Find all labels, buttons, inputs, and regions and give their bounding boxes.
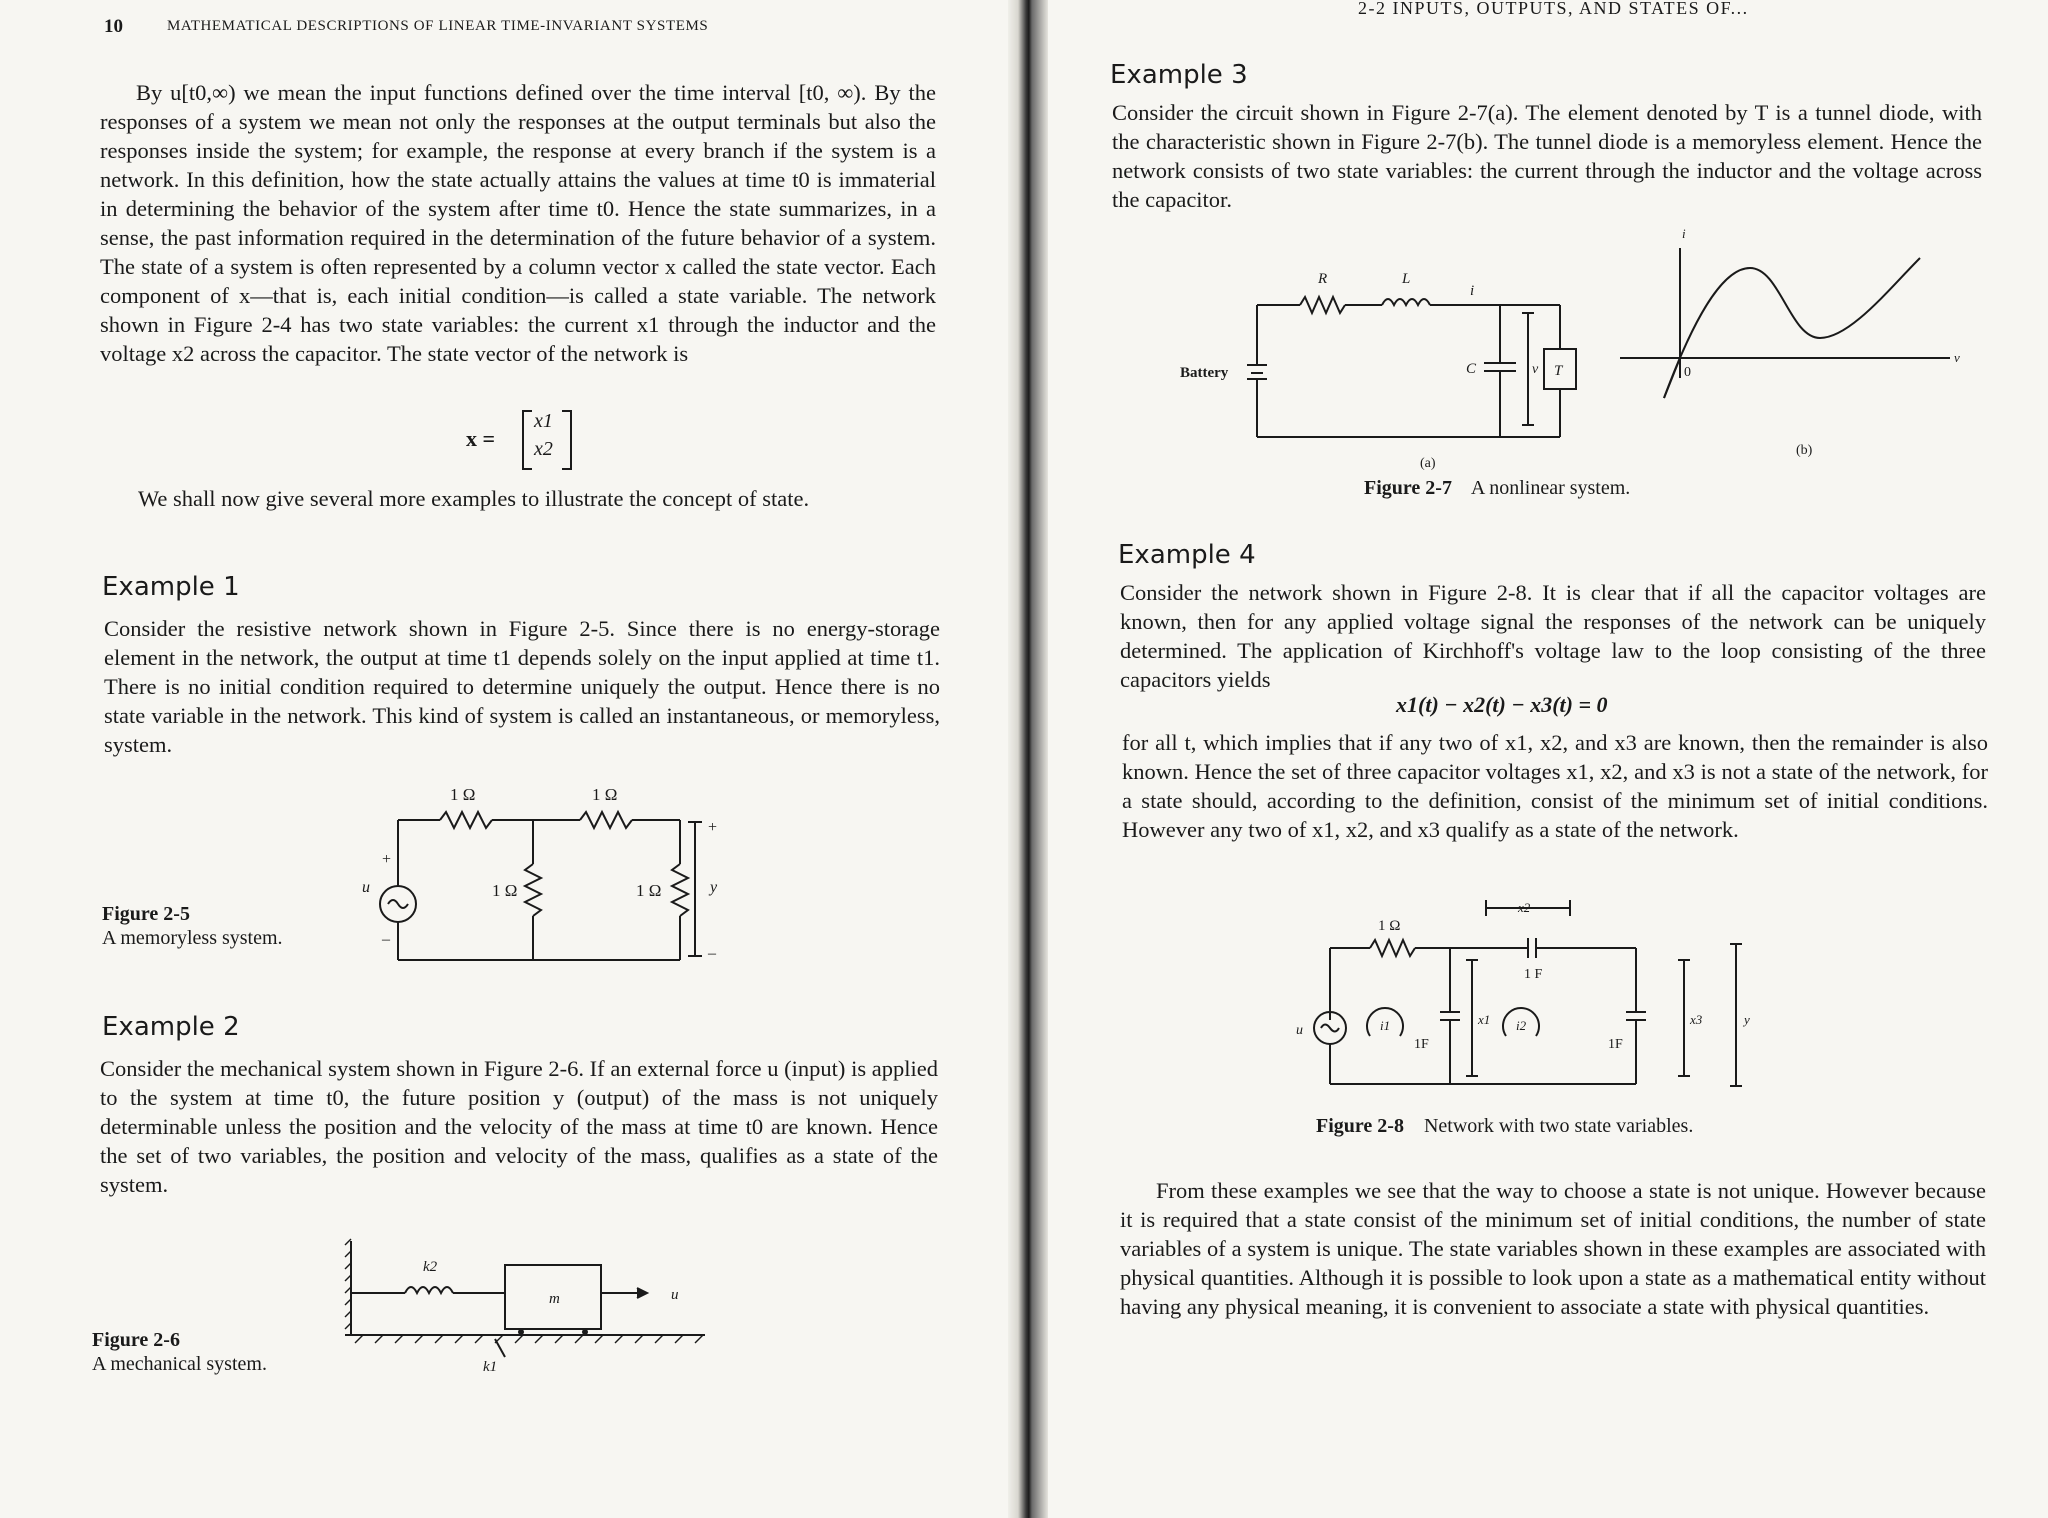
example3-title: Example 3 <box>1110 60 1248 90</box>
fig28-x1-label: x1 <box>1478 1012 1491 1027</box>
examples-intro: We shall now give several more examples to illustrate the concept of state. <box>138 486 810 511</box>
fig28-c1-label: 1F <box>1414 1037 1429 1052</box>
right-page <box>1040 0 2048 1518</box>
running-head-left: MATHEMATICAL DESCRIPTIONS OF LINEAR TIME-INVARIANT SYSTEMS <box>167 18 709 34</box>
fig28-i1-label: i1 <box>1380 1018 1391 1033</box>
fig28-x3-label: x3 <box>1690 1012 1703 1027</box>
figure-2-8-network <box>1280 890 1800 1110</box>
state-vector-row2: x2 <box>534 438 553 460</box>
fig25-output-label: y <box>710 879 718 896</box>
figure-2-5-label: Figure 2-5 <box>102 903 190 925</box>
figure-2-8-caption <box>1316 1114 1693 1138</box>
fig28-c2-label: 1 F <box>1524 967 1543 982</box>
example4-text2: for all t, which implies that if any two of x1, x2, and x3 are known, then the remainder is also known. Hence the set of three capacitor voltages x1, x2, and x3 is not a state of the network, for a state should, according to the definition, consist of the minimum set of initial conditions. However any two of x1, x2, and x3 qualify as a state of the network. <box>1122 730 1988 842</box>
fig25-r4-label: 1 Ω <box>636 881 662 900</box>
figure-2-8-label: Figure 2-8 <box>1316 1115 1404 1137</box>
figure-2-7-text: A nonlinear system. <box>1470 477 1631 499</box>
fig28-i2-label: i2 <box>1516 1018 1527 1033</box>
fig25-r1-label: 1 Ω <box>450 785 476 804</box>
fig25-out-plus: + <box>708 819 718 836</box>
figure-2-6-text: A mechanical system. <box>92 1353 267 1375</box>
kvl-equation: x1(t) − x2(t) − x3(t) = 0 <box>1396 692 1608 717</box>
closing-paragraph <box>1120 1176 1986 1321</box>
fig27-sub-a: (a) <box>1420 456 1436 471</box>
example2-text: Consider the mechanical system shown in Figure 2-6. If an external force u (input) is applied to the system at time t0, the future position y (output) of the mass is not uniquely determinable unless the position and the velocity of the mass at time t0 are known. Hence the set of two variables, the position and velocity of the mass, qualifies as a state of the system. <box>100 1056 938 1197</box>
state-vector-lhs: x = <box>466 426 496 451</box>
example4-title: Example 4 <box>1118 540 1256 570</box>
figure-2-8-text: Network with two state variables. <box>1423 1115 1694 1137</box>
example1-title: Example 1 <box>102 572 240 602</box>
intro-paragraph-text: By u[t0,∞) we mean the input functions defined over the time interval [t0, ∞). By the responses of a system we mean not only the responses at the output terminals but also the responses inside the system; for example, the response at every branch if the system is a network. In this definition, how the state actually attains the values at time t0 is immaterial in determining the behavior of the system after time t0. Hence the state summarizes, in a sense, the past information required in the determination of the future behavior of a system. The state of a system is often represented by a column vector x called the state vector. Each component of x—that is, each initial condition—is called a state variable. The network shown in Figure 2-4 has two state variables: the current x1 through the inductor and the voltage x2 across the capacitor. The state vector of the network is <box>100 80 936 366</box>
figure-2-5-text: A memoryless system. <box>102 927 283 949</box>
fig27-L-label: L <box>1402 271 1411 287</box>
example3-text: Consider the circuit shown in Figure 2-7(a). The element denoted by T is a tunnel diode, with the characteristic shown in Figure 2-7(b). The tunnel diode is a memoryless element. Hence the network consists of two state variables: the current through the inductor and the voltage across the capacitor. <box>1112 100 1982 212</box>
figure-2-7a-circuit <box>1140 265 1590 475</box>
fig28-y-label: y <box>1744 1012 1750 1027</box>
fig25-out-minus: – <box>708 945 716 962</box>
fig25-r2-label: 1 Ω <box>592 785 618 804</box>
figure-2-7-caption <box>1364 476 1630 500</box>
fig27-sub-b: (b) <box>1796 443 1813 458</box>
figure-2-7b-characteristic <box>1620 228 1980 458</box>
running-head-right: 2-2 INPUTS, OUTPUTS, AND STATES OF... <box>1358 0 1749 18</box>
fig28-r-label: 1 Ω <box>1378 918 1401 934</box>
fig26-force-label: u <box>671 1287 679 1303</box>
closing-paragraph-text: From these examples we see that the way to choose a state is not unique. However because it is required that a state consist of the minimum set of initial conditions, the number of state variables of a system is unique. The state variables shown in these examples are associated with physical quantities. Although it is possible to look upon a state as a mathematical entity without having any physical meaning, it is convenient to associate a state with physical quantities. <box>1120 1178 1986 1319</box>
fig27b-origin: 0 <box>1684 365 1691 380</box>
bracket-left <box>522 410 532 470</box>
figure-2-5-circuit <box>330 780 730 980</box>
example1-text: Consider the resistive network shown in Figure 2-5. Since there is no energy-storage element in the network, the output at time t1 depends solely on the input applied at time t1. There is no initial condition required to determine uniquely the output. Hence there is no state variable in the network. This kind of system is called an instantaneous, or memoryless, system. <box>104 616 940 757</box>
fig27-T-label: T <box>1554 363 1563 379</box>
figure-2-6-label: Figure 2-6 <box>92 1329 180 1351</box>
figure-2-6-caption <box>92 1328 267 1376</box>
figure-2-5-caption <box>102 902 283 950</box>
fig26-mass-label: m <box>549 1291 560 1307</box>
fig28-x2-label: x2 <box>1518 900 1531 915</box>
fig27-v-label: v <box>1532 362 1539 377</box>
fig26-k1-label: k1 <box>483 1359 498 1375</box>
page-number: 10 <box>104 16 123 37</box>
state-vector-equation <box>466 410 606 470</box>
left-page <box>0 0 1010 1518</box>
figure-2-6-mechanical <box>345 1235 715 1385</box>
fig28-c3-label: 1F <box>1608 1037 1623 1052</box>
example2-title: Example 2 <box>102 1012 240 1042</box>
fig26-k2-label: k2 <box>423 1259 438 1275</box>
state-vector-row1: x1 <box>534 410 553 432</box>
fig27-battery-label: Battery <box>1180 365 1229 381</box>
fig28-u-label: u <box>1296 1023 1303 1038</box>
fig27b-axis-i: i <box>1682 226 1686 241</box>
example4-text1: Consider the network shown in Figure 2-8. It is clear that if all the capacitor voltages are known, then for any applied voltage signal the responses of the network can be uniquely determined. The application of Kirchhoff's voltage law to the loop consisting of the three capacitors yields <box>1120 580 1986 692</box>
fig25-plus: + <box>382 851 392 868</box>
fig25-r3-label: 1 Ω <box>492 881 518 900</box>
intro-paragraph <box>100 78 936 368</box>
fig27b-axis-v: v <box>1954 350 1960 365</box>
fig27-R-label: R <box>1318 271 1328 287</box>
bracket-right <box>562 410 572 470</box>
fig27-C-label: C <box>1466 361 1477 377</box>
fig27-i-label: i <box>1470 283 1475 299</box>
fig25-input-label: u <box>362 879 370 896</box>
figure-2-7-label: Figure 2-7 <box>1364 477 1452 499</box>
fig25-minus: – <box>382 931 390 948</box>
